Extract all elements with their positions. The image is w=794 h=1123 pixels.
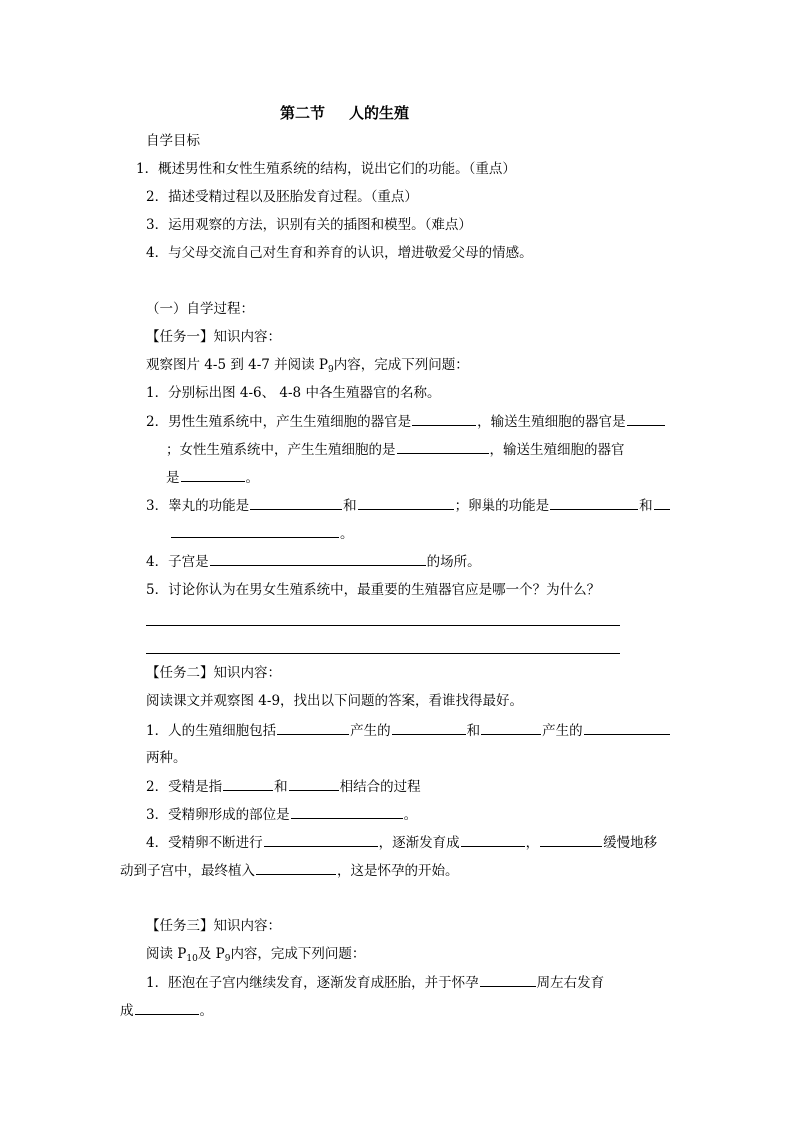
answer-blank[interactable]: [627, 411, 665, 426]
task3-heading: 【任务三】知识内容：: [146, 918, 281, 934]
goal-item: 4．与父母交流自己对生育和养育的认识，增进敬爱父母的情感。: [146, 245, 533, 261]
answer-blank[interactable]: [291, 804, 403, 819]
answer-blank[interactable]: [277, 720, 349, 735]
answer-blank[interactable]: [392, 720, 466, 735]
task1-q3-line2: 。: [170, 523, 354, 544]
goal-item: 1．概述男性和女性生殖系统的结构，说出它们的功能。（重点）: [136, 161, 516, 177]
goals-heading: 自学目标: [146, 133, 200, 149]
answer-line[interactable]: [146, 625, 620, 626]
answer-blank[interactable]: [480, 972, 536, 987]
task1-q2-line3: 是 。: [166, 467, 259, 488]
task2-q2: 2．受精是指 和 相结合的过程: [146, 776, 421, 797]
answer-blank[interactable]: [256, 860, 336, 875]
task1-q2-line1: 2．男性生殖系统中，产生生殖细胞的器官是 ，输送生殖细胞的器官是: [146, 411, 666, 432]
task2-heading: 【任务二】知识内容：: [146, 665, 281, 681]
answer-blank[interactable]: [223, 776, 273, 791]
answer-blank[interactable]: [171, 523, 339, 538]
section-number: 第二节: [279, 104, 325, 122]
task1-q2-line2: ；女性生殖系统中，产生生殖细胞的是 ，输送生殖细胞的器官: [166, 439, 625, 460]
answer-blank[interactable]: [481, 720, 541, 735]
task3-q1-line2: 成 。: [120, 1000, 213, 1021]
answer-blank[interactable]: [135, 1000, 199, 1015]
section-title: 人的生殖: [349, 104, 410, 122]
answer-line[interactable]: [146, 653, 620, 654]
task2-q4-line2: 动到子宫中，最终植入 ，这是怀孕的开始。: [120, 860, 459, 881]
answer-blank[interactable]: [264, 832, 378, 847]
task1-heading: 【任务一】知识内容：: [146, 329, 281, 345]
goal-item: 2．描述受精过程以及胚胎发育过程。（重点）: [146, 189, 418, 205]
task3-intro: 阅读 $P_{10}$及 $P_9$内容，完成下列问题：: [146, 946, 366, 964]
process-heading: （一）自学过程：: [146, 301, 254, 317]
answer-blank[interactable]: [397, 439, 489, 454]
task1-q4: 4．子宫是 的场所。: [146, 551, 481, 572]
task2-intro: 阅读课文并观察图 4-9，找出以下问题的答案，看谁找得最好。: [146, 693, 524, 709]
task2-q4-line1: 4．受精卵不断进行 ，逐渐发育成 ， 缓慢地移: [146, 832, 657, 853]
task1-intro: 观察图片 4-5 到 4-7 并阅读 $P_9$内容，完成下列问题：: [146, 357, 469, 375]
answer-blank[interactable]: [540, 832, 602, 847]
answer-blank[interactable]: [181, 467, 245, 482]
task2-q3: 3．受精卵形成的部位是 。: [146, 804, 417, 825]
answer-blank[interactable]: [250, 495, 342, 510]
goal-item: 3．运用观察的方法，识别有关的插图和模型。（难点）: [146, 217, 472, 233]
answer-blank[interactable]: [584, 720, 670, 735]
answer-blank[interactable]: [654, 495, 670, 510]
answer-blank[interactable]: [289, 776, 339, 791]
task1-q5: 5．讨论你认为在男女生殖系统中，最重要的生殖器官应是哪一个？为什么？: [146, 582, 601, 598]
answer-blank[interactable]: [550, 495, 638, 510]
answer-blank[interactable]: [210, 551, 426, 566]
page-title: [0, 102, 794, 123]
answer-blank[interactable]: [358, 495, 454, 510]
task3-q1-line1: 1．胚泡在子宫内继续发育，逐渐发育成胚胎，并于怀孕 周左右发育: [146, 972, 604, 993]
task1-q3-line1: 3．睾丸的功能是 和 ；卵巢的功能是 和: [146, 495, 671, 516]
answer-blank[interactable]: [461, 832, 525, 847]
task2-q1-line1: 1．人的生殖细胞包括 产生的 和 产生的: [146, 720, 671, 741]
answer-blank[interactable]: [412, 411, 476, 426]
task2-q1-line2: 两种。: [146, 750, 187, 766]
task1-q1: 1．分别标出图 4-6、 4-8 中各生殖器官的名称。: [146, 385, 441, 401]
